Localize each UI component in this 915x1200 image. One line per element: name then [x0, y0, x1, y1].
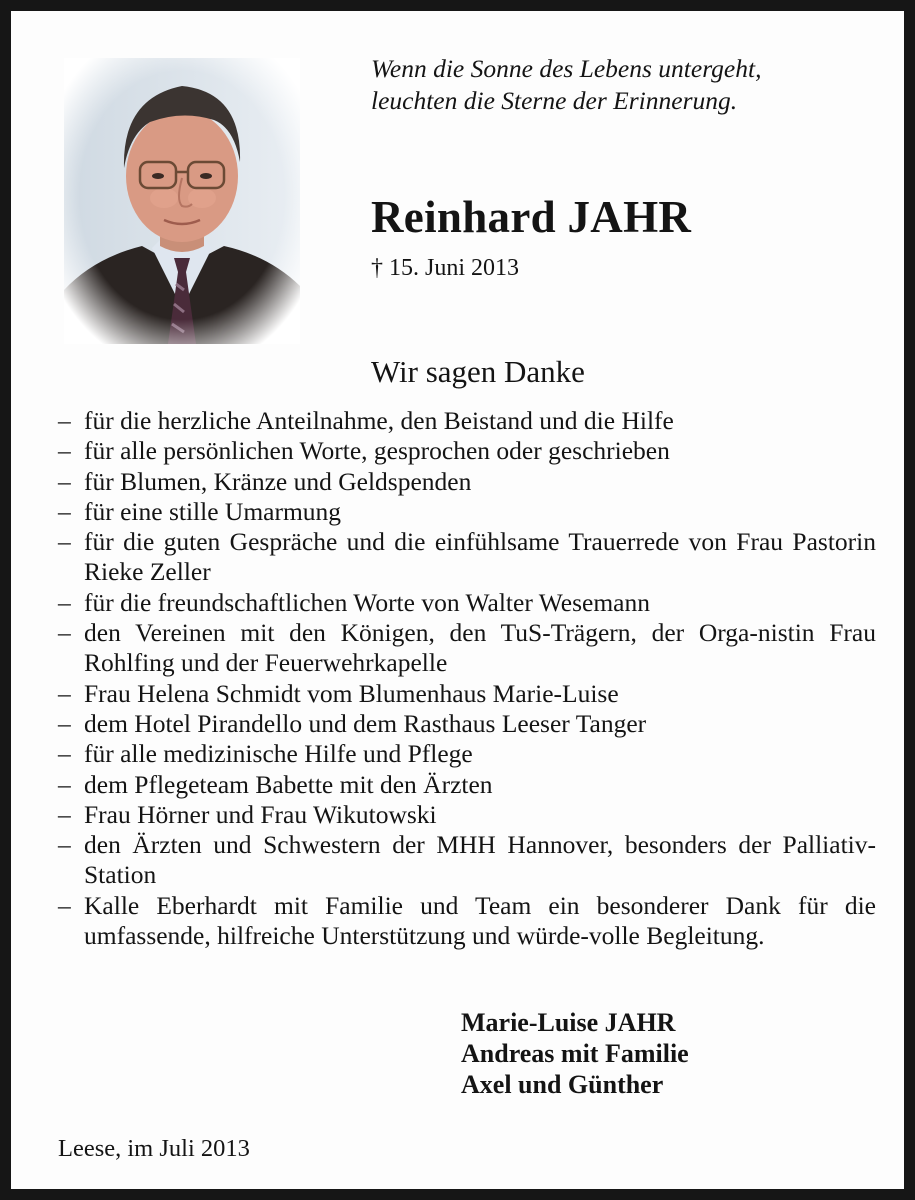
dash-bullet: –	[58, 496, 71, 526]
thanks-item	[58, 467, 876, 497]
dash-bullet: –	[58, 799, 71, 829]
portrait-illustration	[64, 58, 300, 344]
dash-bullet: –	[58, 708, 71, 738]
thanks-item-text: dem Hotel Pirandello und dem Rasthaus Leeser Tanger	[84, 708, 647, 738]
thanks-item-text: den Ärzten und Schwestern der MHH Hannover, besonders der Palliativ-Station	[84, 830, 876, 890]
thanks-item	[58, 436, 876, 466]
thanks-item	[58, 588, 876, 618]
thanks-item-text: für alle medizinische Hilfe und Pflege	[84, 739, 473, 769]
thanks-item	[58, 618, 876, 679]
place-date: Leese, im Juli 2013	[58, 1135, 250, 1162]
dash-bullet: –	[58, 830, 71, 860]
thanks-item	[58, 770, 876, 800]
dash-bullet: –	[58, 406, 71, 435]
thanks-item	[58, 709, 876, 739]
motto-line: Wenn die Sonne des Lebens untergeht,	[371, 54, 762, 83]
dash-bullet: –	[58, 587, 71, 617]
thanks-item	[58, 830, 876, 891]
deceased-name: Reinhard JAHR	[371, 192, 692, 242]
dash-bullet: –	[58, 890, 71, 920]
thanks-item	[58, 527, 876, 588]
thanks-item-text: Kalle Eberhardt mit Familie und Team ein besonderer Dank für die umfassende, hilfreiche Unterstützung und würde-volle Begleitung.	[84, 890, 876, 951]
thanks-item-text: für die herzliche Anteilnahme, den Beistand und die Hilfe	[84, 406, 674, 435]
thanks-item-text: den Vereinen mit den Königen, den TuS-Trägern, der Orga-nistin Frau Rohlfing und der Feuerwehrkapelle	[84, 618, 876, 678]
dash-bullet: –	[58, 618, 71, 648]
thanks-item-text: Frau Helena Schmidt vom Blumenhaus Marie-Luise	[84, 678, 619, 708]
signature-line: Andreas mit Familie	[461, 1039, 689, 1068]
dash-bullet: –	[58, 436, 71, 466]
portrait-photo	[64, 58, 300, 344]
dash-bullet: –	[58, 769, 71, 799]
thanks-item-text: für eine stille Umarmung	[84, 496, 342, 526]
dash-bullet: –	[58, 466, 71, 496]
thanks-item	[58, 891, 876, 952]
signature-line: Marie-Luise JAHR	[461, 1008, 676, 1037]
thanks-item-text: für die guten Gespräche und die einfühlsame Trauerrede von Frau Pastorin Rieke Zeller	[84, 527, 876, 587]
dash-bullet: –	[58, 678, 71, 708]
signatures	[461, 1007, 689, 1100]
motto-quote	[371, 53, 891, 117]
thanks-item-text: Frau Hörner und Frau Wikutowski	[84, 799, 437, 829]
dash-bullet: –	[58, 739, 71, 769]
dash-bullet: –	[58, 527, 71, 557]
death-date: † 15. Juni 2013	[371, 255, 520, 281]
thanks-item-text: für Blumen, Kränze und Geldspenden	[84, 466, 472, 496]
thanks-item-text: für die freundschaftlichen Worte von Walter Wesemann	[84, 587, 650, 617]
thanks-list	[58, 406, 876, 951]
thanks-item	[58, 679, 876, 709]
thanks-item	[58, 406, 876, 436]
thanks-item-text: für alle persönlichen Worte, gesprochen oder geschrieben	[84, 436, 670, 466]
thanks-item-text: dem Pflegeteam Babette mit den Ärzten	[84, 769, 493, 799]
thanks-item	[58, 739, 876, 769]
thanks-item	[58, 800, 876, 830]
thanks-item	[58, 497, 876, 527]
signature-line: Axel und Günther	[461, 1070, 664, 1099]
motto-line: leuchten die Sterne der Erinnerung.	[371, 86, 738, 115]
thanks-heading: Wir sagen Danke	[371, 354, 585, 389]
